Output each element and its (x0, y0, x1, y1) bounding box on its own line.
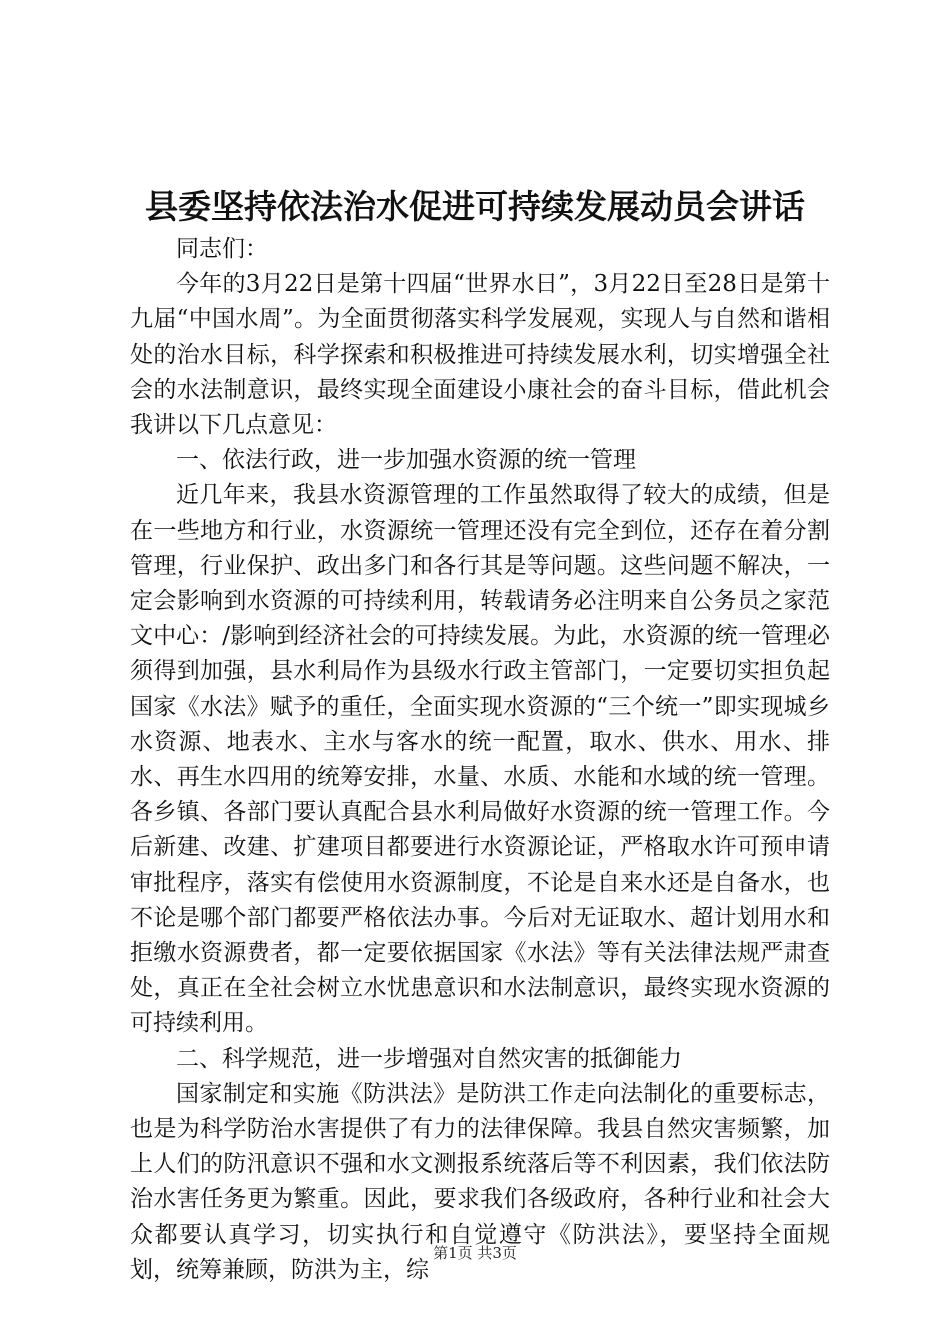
section-2-paragraph: 国家制定和实施《防洪法》是防洪工作走向法制化的重要标志，也是为科学防治水害提供了有力的法律保障。我县自然灾害频繁，加上人们的防汛意识不强和水文测报系统落后等不利因素，我们依法防治水害任务更为繁重。因此，要求我们各级政府，各种行业和社会大众都要认真学习，切实执行和自觉遵守《防洪法》，要坚持全面规划，统筹兼顾，防洪为主，综 (130, 1080, 830, 1283)
section-1-paragraph: 近几年来，我县水资源管理的工作虽然取得了较大的成绩，但是在一些地方和行业，水资源统一管理还没有完全到位，还存在着分割管理，行业保护、政出多门和各行其是等问题。这些问题不解决，一定会影响到水资源的可持续利用，转载请务必注明来自公务员之家范文中心：/影响到经济社会的可持续发展。为此，水资源的统一管理必须得到加强，县水利局作为县级水行政主管部门，一定要切实担负起国家《水法》赋予的重任，全面实现水资源的“三个统一”即实现城乡水资源、地表水、主水与客水的统一配置，取水、供水、用水、排水、再生水四用的统筹安排，水量、水质、水能和水域的统一管理。各乡镇、各部门要认真配合县水利局做好水资源的统一管理工作。今后新建、改建、扩建项目都要进行水资源论证，严格取水许可预申请审批程序，落实有偿使用水资源制度，不论是自来水还是自备水，也不论是哪个部门都要严格依法办事。今后对无证取水、超计划用水和拒缴水资源费者，都一定要依据国家《水法》等有关法律法规严肃查处，真正在全社会树立水忧患意识和水法制意识，最终实现水资源的可持续利用。 (130, 482, 830, 1037)
intro-paragraph: 今年的3月22日是第十四届“世界水日”，3月22日至28日是第十九届“中国水周”。为全面贯彻落实科学发展观，实现人与自然和谐相处的治水目标，科学探索和积极推进可持续发展水利，切实增强全社会的水法制意识，最终实现全面建设小康社会的奋斗目标，借此机会我讲以下几点意见： (130, 271, 830, 439)
salutation-paragraph: 同志们： (176, 236, 268, 262)
page-number-footer: 第1页 共3页 (433, 1244, 517, 1262)
document-body (130, 232, 830, 1288)
document-title: 县委坚持依法治水促进可持续发展动员会讲话 (145, 187, 805, 226)
section-heading-1: 一、依法行政，进一步加强水资源的统一管理 (176, 447, 636, 474)
section-heading-2: 二、科学规范，进一步增强对自然灾害的抵御能力 (176, 1045, 682, 1072)
